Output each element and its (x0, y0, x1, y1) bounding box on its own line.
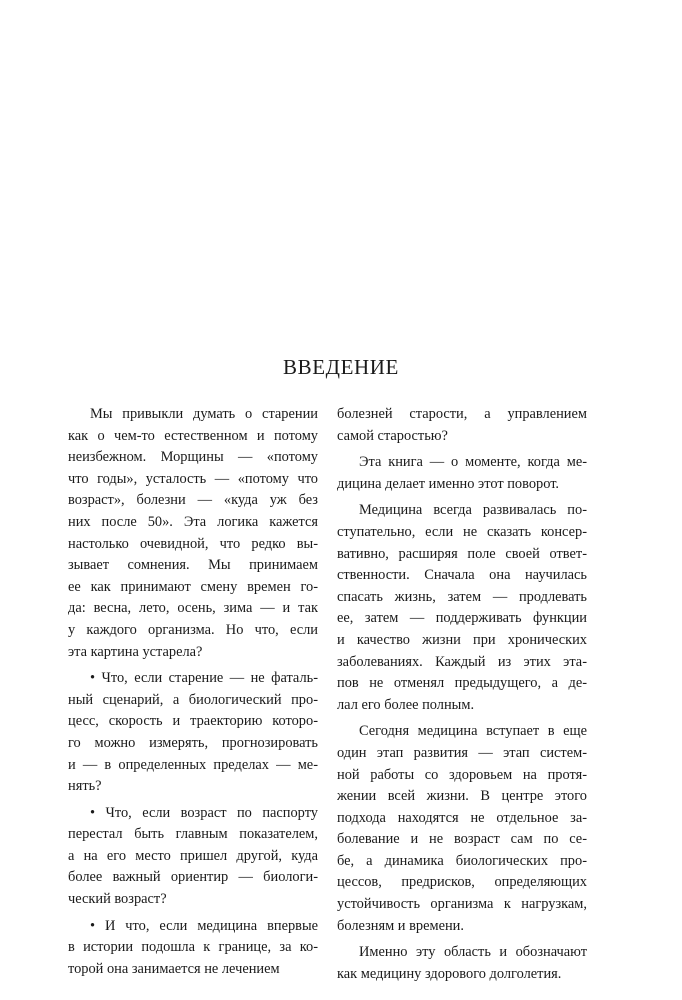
text-line: ной работы со здоровьем на протя- (337, 766, 587, 783)
text-line: цесс, скорость и траекторию которо- (68, 713, 318, 730)
text-line: настолько очевидной, что редко вы- (68, 535, 318, 552)
text-line: и — в определенных пределах — ме- (68, 756, 318, 773)
text-line: подхода находятся не отдельное за- (337, 809, 587, 826)
text-line: Сегодня медицина вступает в еще (359, 723, 587, 740)
paragraph (337, 942, 587, 985)
paragraph (68, 803, 318, 911)
text-line: лал его более полным. (337, 696, 475, 713)
text-line: ее, затем — поддерживать функции (337, 610, 587, 627)
chapter-title: ВВЕДЕНИЕ (283, 355, 399, 379)
text-column-left (68, 404, 318, 985)
text-line: ный сценарий, а биологический про- (68, 691, 318, 708)
text-line: перестал быть главным показателем, (68, 826, 318, 843)
text-line: болезней старости, а управлением (337, 406, 587, 422)
text-line: торой она занимается не лечением (68, 960, 280, 977)
text-line: да: весна, лето, осень, зима — и так (68, 600, 318, 617)
text-line: • Что, если возраст по паспорту (90, 804, 318, 821)
text-line: них после 50». Эта логика кажется (68, 513, 318, 530)
text-line: нять? (68, 778, 102, 795)
text-line: Мы привыкли думать о старении (90, 406, 318, 422)
text-line: самой старостью? (337, 427, 448, 444)
text-line: болевание и не возраст сам по се- (337, 831, 587, 848)
text-line: заболеваниях. Каждый из этих эта- (337, 653, 587, 670)
paragraph (68, 916, 318, 981)
text-line: Эта книга — о моменте, когда ме- (359, 454, 587, 471)
text-line: ческий возраст? (68, 891, 167, 908)
text-column-right (337, 404, 587, 990)
text-line: как медицину здорового долголетия. (337, 965, 562, 982)
text-line: как о чем-то естественном и потому (68, 427, 318, 444)
text-line: устойчивость организма к нагрузкам, (337, 896, 587, 913)
paragraph (68, 404, 318, 663)
text-line: что годы», усталость — «потому что (68, 470, 318, 487)
paragraph (68, 668, 318, 798)
text-line: ственности. Сначала она научилась (337, 567, 587, 584)
text-line: у каждого организма. Но что, если (68, 621, 318, 638)
paragraph (337, 452, 587, 495)
text-line: пов не отменял предыдущего, а де- (337, 675, 587, 692)
text-line: эта картина устарела? (68, 643, 203, 660)
text-line: болезням и времени. (337, 917, 464, 934)
text-line: более важный ориентир — биологи- (68, 869, 318, 886)
text-line: жении всей жизни. В центре этого (337, 788, 587, 805)
text-line: зывает сомнения. Мы принимаем (68, 557, 318, 574)
text-line: цессов, предрисков, определяющих (337, 874, 587, 891)
paragraph (337, 500, 587, 716)
text-line: дицина делает именно этот поворот. (337, 475, 560, 492)
text-line: го можно измерять, прогнозировать (68, 734, 318, 751)
text-line: • И что, если медицина впервые (90, 917, 318, 934)
paragraph (337, 721, 587, 937)
paragraph (337, 404, 587, 447)
text-line: в истории подошла к границе, за ко- (68, 939, 318, 956)
text-line: бе, а динамика биологических про- (337, 852, 587, 869)
text-line: неизбежном. Морщины — «потому (68, 449, 318, 466)
text-line: и качество жизни при хронических (337, 631, 587, 648)
text-line: возраст», болезни — «куда уж без (68, 492, 318, 509)
text-line: Медицина всегда развивалась по- (359, 502, 587, 519)
text-line: Именно эту область и обозначают (359, 944, 587, 961)
text-line: а на его место пришел другой, куда (68, 847, 318, 864)
text-line: ее как принимают смену времен го- (68, 578, 318, 595)
text-line: вативно, расширяя поле своей ответ- (337, 545, 587, 562)
text-line: • Что, если старение — не фаталь- (90, 670, 318, 687)
text-line: спасать жизнь, затем — продлевать (337, 588, 587, 605)
text-line: один этап развития — этап систем- (337, 744, 587, 761)
text-line: ступательно, если не сказать консер- (337, 523, 587, 540)
